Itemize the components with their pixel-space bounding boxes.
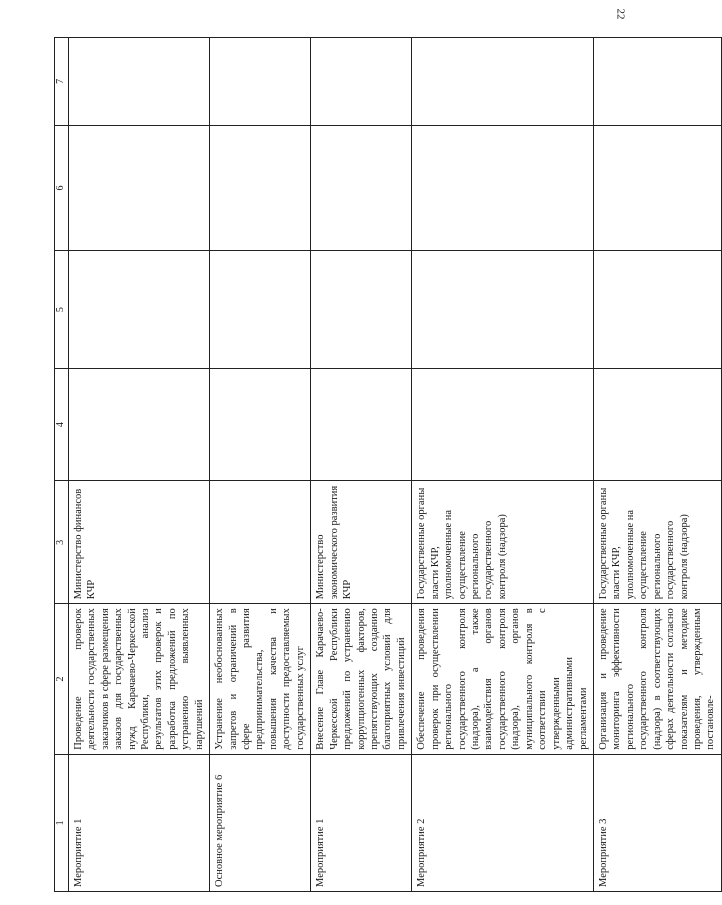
measure-description: Внесение Главе Карачаево-Черкесской Республики предложений по устранению коррупциогенных факторов, препятствующих созданию благоприятных условий для привлечения инвестиций xyxy=(311,604,412,754)
column-header: 5 xyxy=(55,251,69,369)
empty-cell xyxy=(311,125,412,251)
empty-cell xyxy=(311,38,412,126)
measure-description: Организация и проведение мониторинга эффективности регионального государственного контроля (надзора) в соответствующих сферах деятельности согласно показателям и методике проведения, утвержденным постановле- xyxy=(593,604,721,754)
empty-cell xyxy=(210,368,311,480)
column-header: 1 xyxy=(55,754,69,891)
empty-cell xyxy=(210,125,311,251)
measure-description: Проведение проверок деятельности государственных заказчиков в сфере размещения заказов для государственных нужд Карачаево-Черкесской Республики, анализ результатов этих проверок и разработка предложений по устранению выявленных нарушений xyxy=(68,604,209,754)
responsible-executor: Министерство финансов КЧР xyxy=(68,481,209,604)
table-row xyxy=(593,38,721,892)
rotated-page xyxy=(54,37,717,892)
column-header: 3 xyxy=(55,481,69,604)
empty-cell xyxy=(412,368,594,480)
responsible-executor: Государственные органы власти КЧР, уполномоченные на осуществление регионального государственного контроля (надзора) xyxy=(593,481,721,604)
empty-cell xyxy=(210,38,311,126)
empty-cell xyxy=(593,251,721,369)
empty-cell xyxy=(68,368,209,480)
empty-cell xyxy=(68,38,209,126)
empty-cell xyxy=(412,125,594,251)
empty-cell xyxy=(412,38,594,126)
table-row xyxy=(68,38,209,892)
responsible-executor: Государственные органы власти КЧР, уполномоченные на осуществление регионального государственного контроля (надзора) xyxy=(412,481,594,604)
empty-cell xyxy=(68,251,209,369)
measure-label: Мероприятие 1 xyxy=(68,754,209,891)
measure-label: Основное мероприятие 6 xyxy=(210,754,311,891)
empty-cell xyxy=(593,368,721,480)
column-header: 2 xyxy=(55,604,69,754)
responsible-executor: Министерство экономического развития КЧР xyxy=(311,481,412,604)
empty-cell xyxy=(311,251,412,369)
empty-cell xyxy=(311,368,412,480)
empty-cell xyxy=(593,125,721,251)
measure-description: Обеспечение проведения проверок при осуществлении регионального государственного контроля (надзора), а также взаимодействия органов государственного контроля (надзора), органов муниципального контроля в соответствии с утвержденными административными регламентами xyxy=(412,604,594,754)
measures-table xyxy=(54,37,722,892)
table-row xyxy=(311,38,412,892)
table-row xyxy=(210,38,311,892)
column-header: 6 xyxy=(55,125,69,251)
responsible-executor xyxy=(210,481,311,604)
table-row xyxy=(412,38,594,892)
column-header: 4 xyxy=(55,368,69,480)
measure-label: Мероприятие 1 xyxy=(311,754,412,891)
page-number: 22 xyxy=(614,8,627,20)
column-header: 7 xyxy=(55,38,69,126)
measure-label: Мероприятие 2 xyxy=(412,754,594,891)
empty-cell xyxy=(210,251,311,369)
empty-cell xyxy=(593,38,721,126)
header-row xyxy=(55,38,69,892)
empty-cell xyxy=(412,251,594,369)
empty-cell xyxy=(68,125,209,251)
measure-label: Мероприятие 3 xyxy=(593,754,721,891)
measure-description: Устранение необоснованных запретов и ограничений в сфере развития предпринимательства, повышения качества и доступности предоставляемых государственных услуг xyxy=(210,604,311,754)
